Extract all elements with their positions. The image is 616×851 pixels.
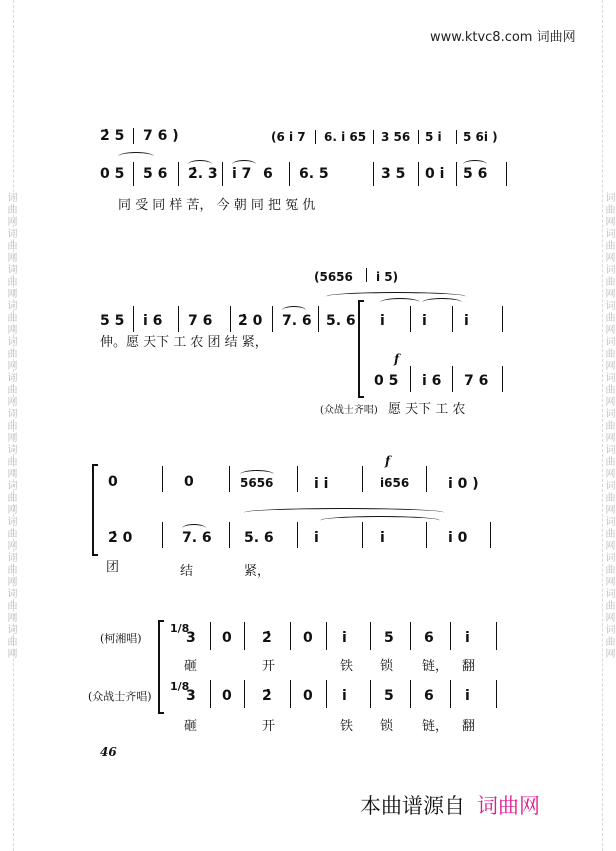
note: i <box>314 530 319 546</box>
upper-note: i 5) <box>376 270 399 284</box>
barline <box>229 466 230 492</box>
barline <box>456 130 457 144</box>
upper-note-6: 5 i <box>425 130 442 144</box>
lyrics-line-2: 伸。愿 天下 工 农 团 结 紧， <box>100 335 268 350</box>
note: 7. 6 <box>182 530 212 546</box>
tie <box>380 298 420 307</box>
barline <box>244 680 245 708</box>
lyrics-lower: 愿 天下 工 农 <box>388 402 466 417</box>
note: 5. 6 <box>244 530 274 546</box>
upper-note: (5656 <box>314 270 353 284</box>
note: i <box>380 313 385 329</box>
barline <box>362 522 363 548</box>
barline <box>370 680 371 708</box>
slur <box>244 508 444 517</box>
note: i <box>380 530 385 546</box>
barline <box>133 162 134 186</box>
barline <box>456 162 457 186</box>
left-watermark: 词曲网词曲网词曲网词曲网词曲网词曲网词曲网词曲网词曲网词曲网词曲网词曲网词曲网 <box>5 191 16 660</box>
note: i <box>422 313 427 329</box>
barline <box>418 130 419 144</box>
note: 5 <box>384 630 394 646</box>
note: 0 <box>184 474 194 490</box>
note: i <box>464 313 469 329</box>
dynamic-mark: f <box>394 352 400 366</box>
upper-note-1: 2̇ 5 <box>100 128 125 144</box>
note: 0 <box>108 474 118 490</box>
lyric: 锁 <box>380 659 394 674</box>
barline <box>162 466 163 492</box>
tie <box>320 516 440 525</box>
barline <box>362 466 363 492</box>
note: 2̇ <box>262 688 272 704</box>
barline <box>315 130 316 144</box>
note: 5 <box>384 688 394 704</box>
note: i i <box>314 476 329 492</box>
note: 6 <box>263 166 273 182</box>
barline <box>297 466 298 492</box>
note: 3 <box>186 688 196 704</box>
dynamic-mark: f <box>385 454 391 468</box>
barline <box>410 622 411 650</box>
barline <box>289 162 290 186</box>
barline <box>490 522 491 548</box>
note: 6 <box>424 688 434 704</box>
barline <box>366 268 367 282</box>
barline <box>326 622 327 650</box>
note: i 0 <box>448 530 468 546</box>
barline <box>297 522 298 548</box>
barline <box>450 622 451 650</box>
note: i <box>465 630 470 646</box>
part-label-1: (柯湘唱) <box>100 632 142 645</box>
footer-brand[interactable]: 词曲网 <box>477 794 540 818</box>
system-bracket <box>92 464 98 556</box>
lyric: 团 <box>106 560 120 575</box>
lyric: 翻 <box>462 659 476 674</box>
barline <box>502 366 503 392</box>
time-signature: 1/8 <box>170 622 190 635</box>
note: 6 <box>424 630 434 646</box>
note: 2̇. 3 <box>188 166 218 182</box>
upper-note-4: 6. i 65 <box>324 130 367 144</box>
barline <box>133 128 134 144</box>
barline <box>272 306 273 332</box>
note: 2̇ 0 <box>238 313 263 329</box>
note: i <box>342 630 347 646</box>
lyric: 开 <box>262 659 276 674</box>
upper-note-3: (6 i 7 <box>271 130 306 144</box>
lyric: 砸 <box>184 659 198 674</box>
slur <box>118 152 154 161</box>
barline <box>450 680 451 708</box>
barline <box>210 622 211 650</box>
lyric: 链， <box>422 719 449 734</box>
site-header: www.ktvc8.com 词曲网 <box>430 30 576 45</box>
barline <box>178 306 179 332</box>
barline <box>290 680 291 708</box>
barline <box>162 522 163 548</box>
note: 7 6 <box>188 313 213 329</box>
upper-note-5: 3 56 <box>381 130 411 144</box>
footer-text: 本曲谱源自 <box>360 794 465 818</box>
note: i <box>342 688 347 704</box>
note: 0 5 <box>100 166 125 182</box>
barline <box>452 306 453 332</box>
lyric: 结 <box>180 564 194 579</box>
note: i 6 <box>422 373 442 389</box>
barline <box>178 162 179 186</box>
lyric: 铁 <box>340 659 354 674</box>
barline <box>222 162 223 186</box>
upper-note-7: 5 6i ) <box>463 130 498 144</box>
barline <box>426 522 427 548</box>
barline <box>452 366 453 392</box>
barline <box>496 680 497 708</box>
note: 7. 6 <box>282 313 312 329</box>
note: i 6 <box>143 313 163 329</box>
note: 0 <box>303 688 313 704</box>
note: 6. 5 <box>299 166 329 182</box>
page-number: 46 <box>100 745 117 759</box>
system-bracket <box>158 620 164 714</box>
lyric: 锁 <box>380 719 394 734</box>
note: 5. 6 <box>326 313 356 329</box>
note: i <box>465 688 470 704</box>
barline <box>326 680 327 708</box>
note: 2̇ 0 <box>108 530 133 546</box>
note: 0 <box>303 630 313 646</box>
part-label-2: (众战士齐唱) <box>88 690 152 703</box>
barline <box>410 306 411 332</box>
footer-credit <box>360 790 540 820</box>
barline <box>373 162 374 186</box>
tie <box>422 298 462 307</box>
barline <box>502 306 503 332</box>
lyric: 铁 <box>340 719 354 734</box>
lyrics-line-1: 同 受 同 样 苦， 今 朝 同 把 冤 仇 <box>118 198 316 213</box>
note: 0 5 <box>374 373 399 389</box>
system-bracket <box>358 300 364 398</box>
lyric: 紧， <box>244 564 271 579</box>
note: i 0 ) <box>448 476 479 492</box>
note: 3 5 <box>381 166 406 182</box>
note: i656 <box>380 476 410 490</box>
barline <box>229 522 230 548</box>
note: 3 <box>186 630 196 646</box>
note: 5 5 <box>100 313 125 329</box>
barline <box>290 622 291 650</box>
time-signature: 1/8 <box>170 680 190 693</box>
note: 0 <box>222 630 232 646</box>
note: i 7 <box>232 166 252 182</box>
barline <box>496 622 497 650</box>
barline <box>373 130 374 144</box>
barline <box>426 466 427 492</box>
note: 0 i <box>425 166 445 182</box>
note: 7 6 <box>464 373 489 389</box>
lyric: 砸 <box>184 719 198 734</box>
note: 0 <box>222 688 232 704</box>
lyric: 翻 <box>462 719 476 734</box>
note: 5 6 <box>143 166 168 182</box>
lyric: 链， <box>422 659 449 674</box>
upper-note-2: 7 6 ) <box>143 128 179 144</box>
barline <box>210 680 211 708</box>
barline <box>370 622 371 650</box>
barline <box>318 306 319 332</box>
barline <box>410 680 411 708</box>
barline <box>410 366 411 392</box>
note: 5 6 <box>463 166 488 182</box>
barline <box>244 622 245 650</box>
part-label: (众战士齐唱) <box>320 405 378 416</box>
note: 5656 <box>240 476 274 490</box>
lyric: 开 <box>262 719 276 734</box>
barline <box>418 162 419 186</box>
barline <box>230 306 231 332</box>
note: 2̇ <box>262 630 272 646</box>
barline <box>133 306 134 332</box>
right-watermark: 词曲网词曲网词曲网词曲网词曲网词曲网词曲网词曲网词曲网词曲网词曲网词曲网词曲网 <box>603 191 614 660</box>
barline <box>506 162 507 186</box>
